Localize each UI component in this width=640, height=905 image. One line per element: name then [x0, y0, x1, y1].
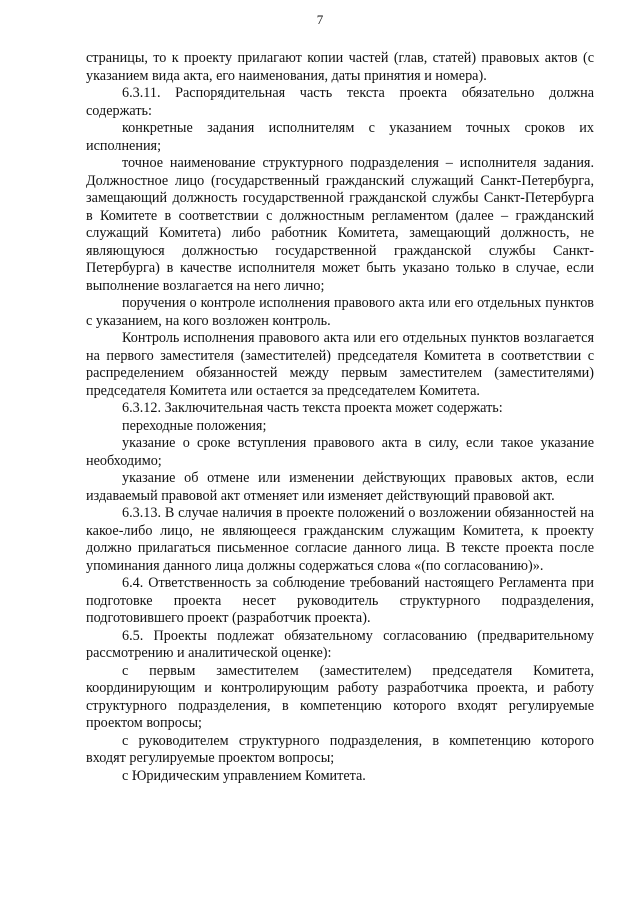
document-body [86, 50, 594, 785]
paragraph: Контроль исполнения правового акта или его отдельных пунктов возлагается на первого заместителя (заместителей) председателя Комитета в соответствии с распределением обязанностей между первым заместителем (заместителями) председателя Комитета или остается за председателем Комитета. [86, 330, 594, 399]
paragraph: с руководителем структурного подразделения, в компетенцию которого входят регулируемые проектом вопросы; [86, 732, 594, 766]
paragraph: переходные положения; [122, 417, 267, 434]
page-number: 7 [316, 12, 324, 27]
paragraph: точное наименование структурного подразделения – исполнителя задания. Должностное лицо (государственный гражданский служащий Санкт-Петербурга, замещающий должность государственной гражданской службы Санкт-Петербурга в Комитете в соответствии с должностным регламентом (далее – гражданский служащий Комитета) либо работник Комитета, замещающий должность, не являющуюся должностью государственной гражданской службы Санкт-Петербурга) в качестве исполнителя может быть указано только в случае, если выполнение возлагается на него лично; [86, 155, 594, 294]
paragraph: с первым заместителем (заместителем) председателя Комитета, координирующим и контролирующим работу разработчика проекта, и работу структурного подразделения, в компетенцию которого входят регулируемые проектом вопросы; [86, 662, 594, 731]
paragraph: 6.3.12. Заключительная часть текста проекта может содержать: [122, 400, 503, 416]
paragraph: 6.3.13. В случае наличия в проекте положений о возложении обязанностей на какое-либо лицо, не являющееся гражданским служащим Комитета, к проекту должно прилагаться письменное согласие данного лица. В тексте проекта после упоминания данного лица должны содержаться слова «(по согласованию)». [86, 505, 594, 574]
paragraph: поручения о контроле исполнения правового акта или его отдельных пунктов с указанием, на кого возложен контроль. [86, 295, 594, 329]
paragraph: 6.5. Проекты подлежат обязательному согласованию (предварительному рассмотрению и аналитической оценке): [86, 627, 594, 661]
paragraph: конкретные задания исполнителям с указанием точных сроков их исполнения; [86, 120, 594, 154]
paragraph: 6.4. Ответственность за соблюдение требований настоящего Регламента при подготовке проекта несет руководитель структурного подразделения, подготовившего проект (разработчик проекта). [86, 575, 594, 626]
paragraph: указание о сроке вступления правового акта в силу, если такое указание необходимо; [86, 435, 594, 469]
paragraph: страницы, то к проекту прилагают копии частей (глав, статей) правовых актов (с указанием вида акта, его наименования, даты принятия и номера). [86, 50, 594, 84]
paragraph: с Юридическим управлением Комитета. [122, 767, 366, 784]
paragraph: 6.3.11. Распорядительная часть текста проекта обязательно должна содержать: [86, 85, 594, 119]
paragraph: указание об отмене или изменении действующих правовых актов, если издаваемый правовой акт отменяет или изменяет действующий правовой акт. [86, 470, 594, 504]
